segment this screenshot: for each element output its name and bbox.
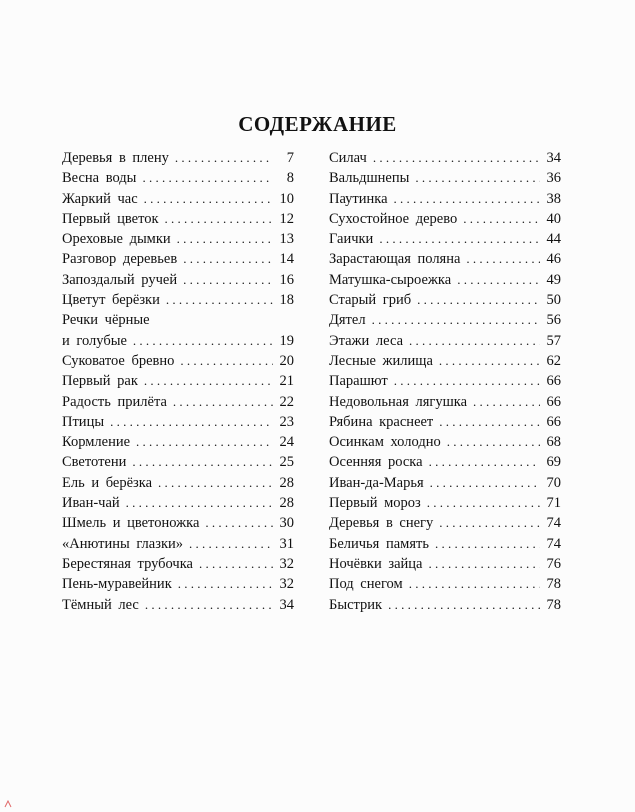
toc-entry bbox=[62, 534, 294, 554]
toc-leader-dots bbox=[199, 554, 273, 574]
toc-entry-title: Деревья в плену bbox=[62, 150, 169, 166]
toc-entry-page: 56 bbox=[546, 312, 561, 329]
toc-entry-title: Иван-да-Марья bbox=[329, 474, 424, 491]
toc-entry-title: Старый гриб bbox=[329, 292, 412, 309]
toc-leader-dots bbox=[180, 351, 273, 371]
toc-leader-dots bbox=[126, 493, 273, 513]
toc-leader-dots bbox=[379, 229, 540, 249]
toc-leader-dots bbox=[145, 595, 273, 615]
toc-leader-dots bbox=[388, 595, 540, 615]
toc-entry-title: Быстрик bbox=[329, 596, 383, 613]
toc-entry-page: 44 bbox=[546, 231, 561, 248]
toc-leader-dots bbox=[439, 412, 540, 432]
toc-entry bbox=[329, 473, 561, 493]
toc-entry-title: Под снегом bbox=[329, 576, 403, 593]
toc-entry bbox=[62, 310, 294, 330]
toc-entry-title: Лесные жилища bbox=[329, 352, 433, 369]
toc-entry-page: 68 bbox=[546, 434, 561, 451]
corner-mark-icon bbox=[4, 800, 12, 808]
toc-entry bbox=[329, 270, 561, 290]
toc-entry-page: 28 bbox=[279, 474, 294, 491]
toc-entry-page: 32 bbox=[279, 555, 294, 572]
toc-leader-dots bbox=[175, 148, 273, 168]
toc-entry-title: Кормление bbox=[62, 434, 131, 451]
toc-leader-dots bbox=[409, 331, 540, 351]
toc-leader-dots bbox=[183, 249, 273, 269]
toc-entry bbox=[62, 554, 294, 574]
toc-leader-dots bbox=[133, 331, 273, 351]
toc-leader-dots bbox=[447, 432, 540, 452]
toc-entry-title: Силач bbox=[329, 150, 367, 166]
toc-entry-page: 38 bbox=[546, 190, 561, 207]
toc-entry bbox=[62, 249, 294, 269]
toc-entry bbox=[62, 148, 294, 168]
toc-entry bbox=[62, 371, 294, 391]
toc-entry-title: Первый мороз bbox=[329, 495, 421, 512]
toc-leader-dots bbox=[173, 392, 273, 412]
toc-entry bbox=[329, 574, 561, 594]
toc-entry-title: Суковатое бревно bbox=[62, 352, 175, 369]
toc-entry bbox=[329, 554, 561, 574]
toc-entry-page: 24 bbox=[279, 434, 294, 451]
toc-entry-title: «Анютины глазки» bbox=[62, 535, 184, 552]
toc-entry-page: 8 bbox=[286, 170, 294, 187]
toc-entry-page: 74 bbox=[546, 535, 561, 552]
toc-leader-dots bbox=[177, 229, 273, 249]
toc-leader-dots bbox=[439, 513, 540, 533]
toc-leader-dots bbox=[463, 209, 540, 229]
toc-entry-page: 66 bbox=[546, 393, 561, 410]
toc-entry-page: 12 bbox=[279, 210, 294, 227]
toc-entry-page: 22 bbox=[279, 393, 294, 410]
toc-entry-title: Беличья память bbox=[329, 535, 429, 552]
toc-entry-page: 69 bbox=[546, 454, 561, 471]
toc-entry bbox=[329, 148, 561, 168]
toc-entry bbox=[329, 432, 561, 452]
toc-leader-dots bbox=[165, 209, 273, 229]
toc-entry-title: Недовольная лягушка bbox=[329, 393, 468, 410]
toc-entry-title: и голубые bbox=[62, 332, 127, 349]
toc-entry-page: 30 bbox=[279, 515, 294, 532]
toc-entry bbox=[62, 513, 294, 533]
toc-entry bbox=[62, 595, 294, 615]
toc-entry-title: Осинкам холодно bbox=[329, 434, 441, 451]
toc-entry-title: Тёмный лес bbox=[62, 596, 139, 613]
toc-entry bbox=[329, 392, 561, 412]
toc-entry bbox=[62, 493, 294, 513]
toc-entry-title: Деревья в снегу bbox=[329, 515, 434, 532]
toc-entry-title: Матушка-сыроежка bbox=[329, 271, 452, 288]
toc-entry-page: 34 bbox=[546, 150, 561, 166]
toc-entry bbox=[62, 452, 294, 472]
toc-entry bbox=[62, 392, 294, 412]
toc-leader-dots bbox=[205, 513, 273, 533]
toc-entry-page: 57 bbox=[546, 332, 561, 349]
toc-entry bbox=[62, 432, 294, 452]
toc-entry-title: Берестяная трубочка bbox=[62, 555, 193, 572]
toc-entry-page: 36 bbox=[546, 170, 561, 187]
toc-leader-dots bbox=[473, 392, 540, 412]
toc-entry-page: 14 bbox=[279, 251, 294, 268]
toc-entry-title: Цветут берёзки bbox=[62, 292, 160, 309]
toc-leader-dots bbox=[417, 290, 540, 310]
toc-leader-dots bbox=[183, 270, 273, 290]
toc-entry-page: 18 bbox=[279, 292, 294, 309]
toc-leader-dots bbox=[409, 574, 540, 594]
toc-entry-page: 19 bbox=[279, 332, 294, 349]
toc-entry-page: 66 bbox=[546, 373, 561, 390]
toc-entry-page: 34 bbox=[279, 596, 294, 613]
toc-entry-title: Речки чёрные bbox=[62, 312, 150, 329]
toc-leader-dots bbox=[430, 473, 540, 493]
toc-entry-title: Иван-чай bbox=[62, 495, 120, 512]
toc-leader-dots bbox=[110, 412, 273, 432]
toc-leader-dots bbox=[189, 534, 273, 554]
toc-entry-title: Ель и берёзка bbox=[62, 474, 153, 491]
toc-right-column bbox=[329, 148, 561, 615]
toc-leader-dots bbox=[372, 310, 540, 330]
toc-entry-page: 70 bbox=[546, 474, 561, 491]
toc-entry bbox=[329, 290, 561, 310]
toc-entry bbox=[329, 351, 561, 371]
toc-entry-page: 25 bbox=[279, 454, 294, 471]
toc-entry bbox=[62, 351, 294, 371]
toc-entry-page: 31 bbox=[279, 535, 294, 552]
toc-leader-dots bbox=[142, 168, 273, 188]
toc-entry-title: Вальдшнепы bbox=[329, 170, 410, 187]
toc-entry-page: 49 bbox=[546, 271, 561, 288]
toc-entry bbox=[62, 168, 294, 188]
toc-leader-dots bbox=[166, 290, 273, 310]
toc-leader-dots bbox=[132, 452, 273, 472]
toc-entry-page: 46 bbox=[546, 251, 561, 268]
toc-entry-title: Весна воды bbox=[62, 170, 137, 187]
toc-leader-dots bbox=[429, 452, 540, 472]
toc-entry-title: Жаркий час bbox=[62, 190, 138, 207]
toc-entry bbox=[329, 229, 561, 249]
toc-entry-title: Паутинка bbox=[329, 190, 388, 207]
toc-entry-title: Осенняя роска bbox=[329, 454, 423, 471]
toc-entry-page: 78 bbox=[546, 596, 561, 613]
toc-entry-title: Радость прилёта bbox=[62, 393, 167, 410]
toc-entry bbox=[329, 595, 561, 615]
toc-entry-title: Первый рак bbox=[62, 373, 138, 390]
toc-entry-title: Парашют bbox=[329, 373, 388, 390]
toc-entry-page: 66 bbox=[546, 413, 561, 430]
toc-entry bbox=[62, 574, 294, 594]
toc-entry-page: 71 bbox=[546, 495, 561, 512]
toc-entry-page: 23 bbox=[279, 413, 294, 430]
toc-leader-dots bbox=[158, 473, 273, 493]
toc-entry-title: Ореховые дымки bbox=[62, 231, 171, 248]
toc-entry-title: Разговор деревьев bbox=[62, 251, 178, 268]
toc-entry bbox=[62, 229, 294, 249]
toc-entry bbox=[62, 473, 294, 493]
toc-entry-title: Шмель и цветоножка bbox=[62, 515, 200, 532]
toc-entry bbox=[329, 310, 561, 330]
toc-leader-dots bbox=[144, 189, 273, 209]
toc-entry-title: Этажи леса bbox=[329, 332, 404, 349]
toc-entry bbox=[62, 209, 294, 229]
toc-entry-page: 50 bbox=[546, 292, 561, 309]
toc-leader-dots bbox=[415, 168, 540, 188]
toc-entry bbox=[329, 249, 561, 269]
toc-entry-page: 28 bbox=[279, 495, 294, 512]
toc-leader-dots bbox=[373, 148, 540, 168]
toc-entry bbox=[329, 331, 561, 351]
page-title: СОДЕРЖАНИЕ bbox=[238, 112, 397, 136]
toc-entry-page: 13 bbox=[279, 231, 294, 248]
toc-leader-dots bbox=[427, 493, 540, 513]
toc-entry bbox=[329, 452, 561, 472]
toc-entry-title: Сухостойное дерево bbox=[329, 210, 458, 227]
toc-entry-title: Запоздалый ручей bbox=[62, 271, 178, 288]
toc-entry bbox=[62, 270, 294, 290]
toc-entry bbox=[329, 371, 561, 391]
toc-leader-dots bbox=[136, 432, 273, 452]
toc-entry-page: 76 bbox=[546, 555, 561, 572]
toc-entry-page: 62 bbox=[546, 352, 561, 369]
toc-entry bbox=[329, 513, 561, 533]
toc-leader-dots bbox=[457, 270, 540, 290]
toc-entry-page: 7 bbox=[286, 150, 294, 166]
toc-entry-title: Светотени bbox=[62, 454, 127, 471]
toc-entry-title: Птицы bbox=[62, 413, 105, 430]
toc-entry bbox=[62, 189, 294, 209]
toc-leader-dots bbox=[144, 371, 273, 391]
toc-leader-dots bbox=[439, 351, 540, 371]
toc-entry-page: 40 bbox=[546, 210, 561, 227]
toc-leader-dots bbox=[466, 249, 540, 269]
toc-entry-page: 74 bbox=[546, 515, 561, 532]
toc-entry-title: Пень-муравейник bbox=[62, 576, 172, 593]
toc-entry-title: Дятел bbox=[329, 312, 366, 329]
toc-leader-dots bbox=[428, 554, 540, 574]
toc-entry-title: Первый цветок bbox=[62, 210, 159, 227]
toc-entry-title: Гаички bbox=[329, 231, 374, 248]
toc-entry-page: 20 bbox=[279, 352, 294, 369]
toc-entry bbox=[62, 290, 294, 310]
toc-leader-dots bbox=[394, 189, 540, 209]
toc-entry bbox=[62, 331, 294, 351]
toc-entry-page: 32 bbox=[279, 576, 294, 593]
toc-entry bbox=[329, 189, 561, 209]
toc-entry bbox=[329, 412, 561, 432]
toc-left-column bbox=[62, 148, 294, 615]
toc-entry-page: 10 bbox=[279, 190, 294, 207]
toc-entry-title: Рябина краснеет bbox=[329, 413, 434, 430]
toc-entry-title: Зарастающая поляна bbox=[329, 251, 461, 268]
toc-entry-page: 16 bbox=[279, 271, 294, 288]
toc-leader-dots bbox=[435, 534, 540, 554]
toc-entry bbox=[62, 412, 294, 432]
toc-leader-dots bbox=[178, 574, 273, 594]
toc-entry bbox=[329, 493, 561, 513]
toc-leader-dots bbox=[394, 371, 540, 391]
toc-entry-page: 21 bbox=[279, 373, 294, 390]
toc-entry bbox=[329, 209, 561, 229]
toc-entry-page: 78 bbox=[546, 576, 561, 593]
toc-entry-title: Ночёвки зайца bbox=[329, 555, 423, 572]
toc-entry bbox=[329, 168, 561, 188]
toc-entry bbox=[329, 534, 561, 554]
